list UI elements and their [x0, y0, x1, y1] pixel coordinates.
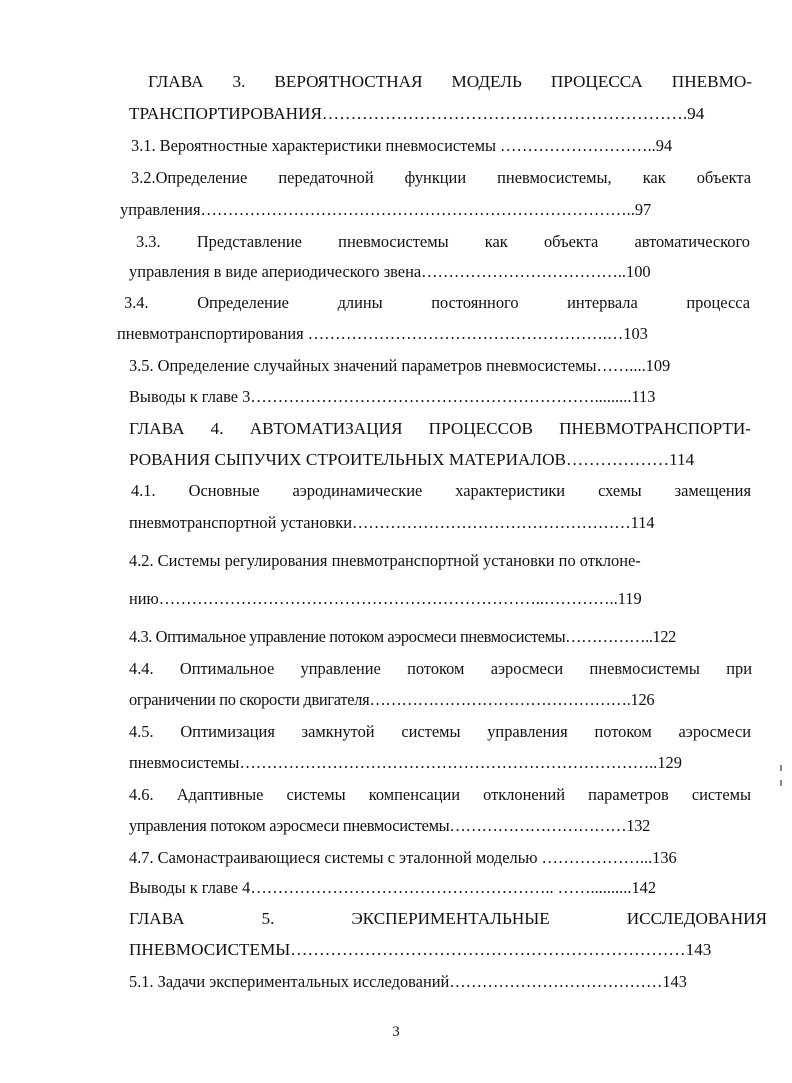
toc-entry-4-5-line2: пневмосистемы…………………………………………………………………..129 [129, 753, 682, 772]
toc-entry-3-4-line1: 3.4. Определение длины постоянного интервала процесса [124, 293, 750, 312]
toc-entry-3-4-line2: пневмотранспортирования ……………………………………………….…103 [117, 324, 648, 343]
toc-entry-4-3: 4.3. Оптимальное управление потоком аэросмеси пневмосистемы……………..122 [129, 627, 676, 646]
toc-entry-4-7: 4.7. Самонастраивающиеся системы с эталонной моделью ………………...136 [129, 848, 677, 867]
toc-entry-3-2-line2: управления……………………………………………………………………..97 [120, 200, 652, 219]
toc-ch5-heading-line2: ПНЕВМОСИСТЕМЫ……………………………………………………………143 [129, 940, 712, 959]
toc-entry-3-2-line1: 3.2.Определение передаточной функции пневмосистемы, как объекта [131, 168, 751, 187]
toc-entry-4-4-line1: 4.4. Оптимальное управление потоком аэросмеси пневмосистемы при [129, 659, 752, 678]
toc-entry-4-2-line1: 4.2. Системы регулирования пневмотранспортной установки по отклоне- [129, 551, 641, 570]
toc-entry-4-6-line1: 4.6. Адаптивные системы компенсации отклонений параметров системы [129, 785, 751, 804]
toc-entry-3-3-line2: управления в виде апериодического звена………………………………..100 [129, 262, 651, 281]
toc-entry-4-2-line2: нию……………………………………………………………..…………..119 [129, 589, 642, 608]
toc-entry-4-1-line1: 4.1. Основные аэродинамические характеристики схемы замещения [131, 481, 751, 500]
toc-entry-4-6-line2: управления потоком аэросмеси пневмосистемы……………………………132 [129, 816, 651, 835]
scan-mark [780, 780, 782, 786]
toc-entry-4-4-line2: ограничении по скорости двигателя………………………………………….126 [129, 690, 655, 709]
toc-entry-4-5-line1: 4.5. Оптимизация замкнутой системы управления потоком аэросмеси [129, 722, 751, 741]
toc-entry-3-3-line1: 3.3. Представление пневмосистемы как объекта автоматического [136, 232, 750, 251]
scan-mark [780, 765, 782, 771]
toc-ch3-heading-line1: ГЛАВА 3. ВЕРОЯТНОСТНАЯ МОДЕЛЬ ПРОЦЕССА ПНЕВМО- [148, 72, 752, 91]
toc-entry-5-1: 5.1. Задачи экспериментальных исследований…………………………………143 [129, 972, 687, 991]
toc-entry-3-1: 3.1. Вероятностные характеристики пневмосистемы ………………………..94 [131, 136, 673, 155]
toc-ch5-heading-line1: ГЛАВА 5. ЭКСПЕРИМЕНТАЛЬНЫЕ ИССЛЕДОВАНИЯ [129, 909, 767, 928]
toc-ch4-heading-line2: РОВАНИЯ СЫПУЧИХ СТРОИТЕЛЬНЫХ МАТЕРИАЛОВ………………114 [129, 450, 695, 469]
toc-ch4-heading-line1: ГЛАВА 4. АВТОМАТИЗАЦИЯ ПРОЦЕССОВ ПНЕВМОТРАНСПОРТИ- [129, 419, 751, 438]
page-number: 3 [392, 1024, 400, 1040]
toc-ch3-heading-line2: ТРАНСПОРТИРОВАНИЯ……………………………………………………….94 [129, 104, 705, 123]
toc-entry-4-1-line2: пневмотранспортной установки……………………………………………114 [129, 513, 655, 532]
toc-entry-3-5: 3.5. Определение случайных значений параметров пневмосистемы……....109 [129, 356, 671, 375]
toc-conclusions-ch3: Выводы к главе 3……………………………………………………….........113 [129, 387, 656, 406]
toc-conclusions-ch4: Выводы к главе 4……………………………………………….. ……..........142 [129, 878, 657, 897]
